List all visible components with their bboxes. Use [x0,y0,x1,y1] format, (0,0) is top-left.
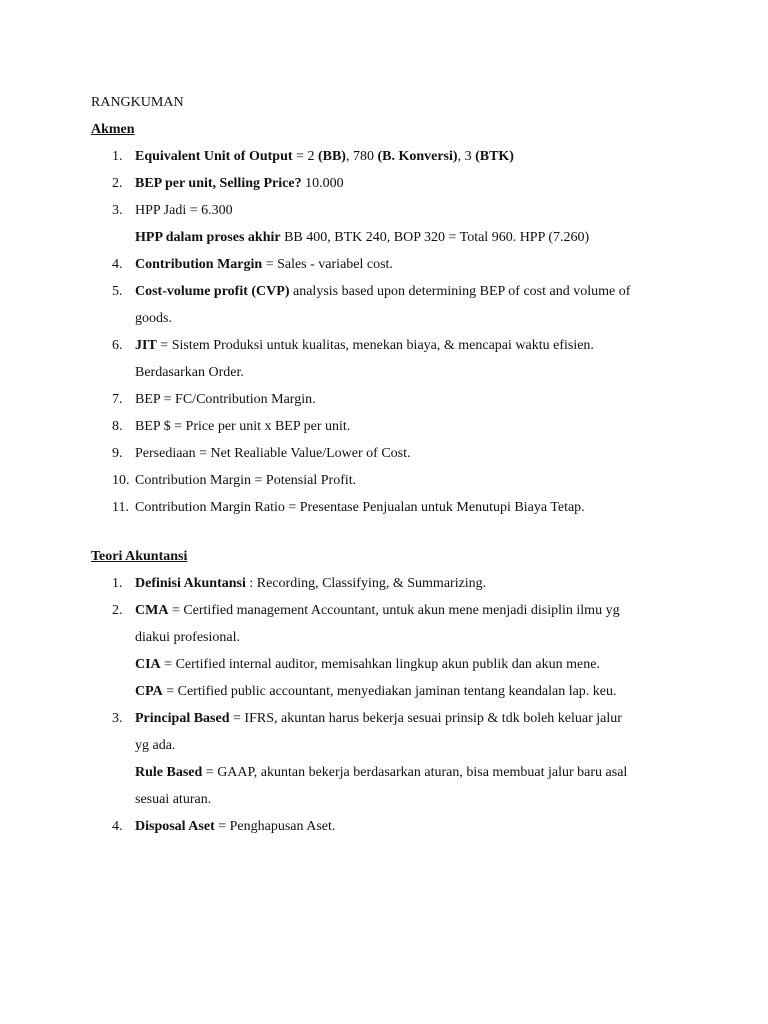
text-run: diakui profesional. [135,630,240,645]
text-run: analysis based upon determining BEP of cost and volume of [289,284,631,299]
list-item-line [135,283,630,301]
list-item-number: 6. [112,338,123,353]
list-item-number: 5. [112,284,123,299]
text-run: goods. [135,311,172,326]
list-item-number: 2. [112,176,123,191]
text-run: = Certified public accountant, menyediakan jaminan tentang keandalan lap. keu. [162,684,617,699]
bold-term: (B. Konversi) [377,149,458,164]
list-item-line [135,148,514,166]
bold-term: CMA [135,603,169,618]
list-item-line [135,737,175,755]
list-item-line [135,575,486,593]
text-run: HPP Jadi = 6.300 [135,203,233,218]
text-run: = Sistem Produksi untuk kualitas, menekan biaya, & mencapai waktu efisien. [156,338,594,353]
list-item-line [135,791,211,809]
list-item-line [135,629,240,647]
text-run: Contribution Margin Ratio = Presentase Penjualan untuk Menutupi Biaya Tetap. [135,500,585,515]
list-item-line [135,445,411,463]
list-item-line [135,256,393,274]
bold-term: CPA [135,684,163,699]
bold-term: (BB) [317,149,346,164]
section-heading: Teori Akuntansi [91,549,188,564]
list-item-number: 1. [112,149,123,164]
list-item-line [135,764,627,782]
document-title: RANGKUMAN [91,95,184,110]
text-run: = Penghapusan Aset. [214,819,336,834]
bold-term: CIA [135,657,161,672]
list-item-line [135,683,617,701]
list-item-line [135,391,316,409]
list-item-line [135,418,350,436]
list-item-line [135,337,594,355]
bold-term: Cost-volume profit (CVP) [135,284,290,299]
text-run: = IFRS, akuntan harus bekerja sesuai prinsip & tdk boleh keluar jalur [229,711,622,726]
list-item-number: 10. [112,473,130,488]
list-item-number: 11. [112,500,129,515]
list-item-line [135,229,589,247]
text-run: BB 400, BTK 240, BOP 320 = Total 960. HPP (7.260) [280,230,590,245]
text-run: yg ada. [135,738,176,753]
bold-term: Contribution Margin [135,257,263,272]
list-item-number: 7. [112,392,123,407]
list-item-number: 4. [112,819,123,834]
list-item-line [135,602,620,620]
list-item-line [135,364,244,382]
text-run: Berdasarkan Order. [135,365,244,380]
text-run: = Certified management Accountant, untuk akun mene menjadi disiplin ilmu yg [168,603,620,618]
bold-term: Principal Based [135,711,230,726]
section-heading: Akmen [91,122,135,137]
bold-term: Definisi Akuntansi [135,576,246,591]
bold-term: JIT [135,338,157,353]
text-run: 10.000 [301,176,344,191]
text-run: : Recording, Classifying, & Summarizing. [245,576,487,591]
text-run: = Sales - variabel cost. [262,257,393,272]
text-run: , 3 [457,149,476,164]
text-run: Contribution Margin = Potensial Profit. [135,473,357,488]
list-item-number: 2. [112,603,123,618]
bold-term: (BTK) [475,149,514,164]
text-run: = Certified internal auditor, memisahkan lingkup akun publik dan akun mene. [160,657,600,672]
list-item-number: 3. [112,203,123,218]
text-run: BEP = FC/Contribution Margin. [135,392,316,407]
list-item-number: 8. [112,419,123,434]
list-item-line [135,499,585,517]
list-item-line [135,656,600,674]
list-item-number: 9. [112,446,123,461]
text-run: = GAAP, akuntan bekerja berdasarkan aturan, bisa membuat jalur baru asal [202,765,628,780]
bold-term: Equivalent Unit of Output [135,149,293,164]
list-item-line [135,202,233,220]
list-item-line [135,310,172,328]
text-run: , 780 [345,149,378,164]
text-run: sesuai aturan. [135,792,212,807]
list-item-line [135,175,344,193]
text-run: = 2 [292,149,318,164]
bold-term: HPP dalam proses akhir [135,230,281,245]
list-item-number: 3. [112,711,123,726]
text-run: BEP $ = Price per unit x BEP per unit. [135,419,351,434]
bold-term: Disposal Aset [135,819,215,834]
text-run: Persediaan = Net Realiable Value/Lower of Cost. [135,446,411,461]
bold-term: BEP per unit, Selling Price? [135,176,302,191]
bold-term: Rule Based [135,765,203,780]
list-item-line [135,472,356,490]
list-item-line [135,818,335,836]
list-item-number: 4. [112,257,123,272]
list-item-number: 1. [112,576,123,591]
list-item-line [135,710,622,728]
